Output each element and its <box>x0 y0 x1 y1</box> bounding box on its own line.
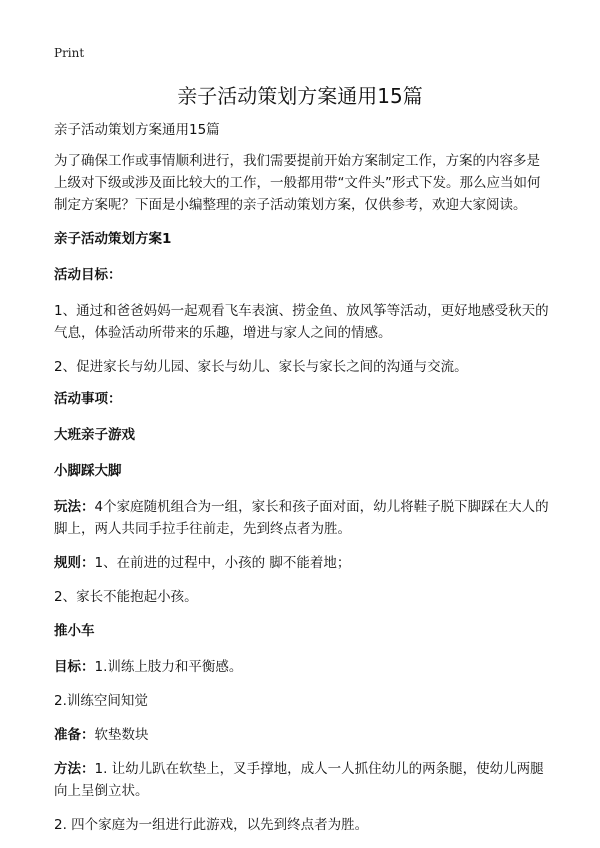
game1-play <box>54 496 550 540</box>
game2-goal-label: 目标： <box>54 659 95 675</box>
subtitle: 亲子活动策划方案通用15篇 <box>54 122 220 138</box>
game1-name: 小脚踩大脚 <box>54 463 122 479</box>
game1-rule-2: 2、家长不能抱起小孩。 <box>54 589 198 605</box>
game2-name: 推小车 <box>54 623 95 639</box>
game1-rule-1-text: 1、在前进的过程中，小孩的 脚不能着地； <box>94 555 351 571</box>
game2-method-label: 方法： <box>54 761 95 777</box>
game1-play-text: 4个家庭随机组合为一组，家长和孩子面对面，幼儿将鞋子脱下脚踩在大人的脚上，两人共同手拉手往前走，先到终点者为胜。 <box>54 499 549 537</box>
article-body <box>54 121 550 848</box>
game2-goal-1 <box>54 656 550 678</box>
game2-prep <box>54 724 550 746</box>
game2-method-1-text: 1. 让幼儿趴在软垫上，叉手撑地，成人一人抓住幼儿的两条腿，使幼儿两腿向上呈倒立状。 <box>54 761 544 799</box>
goal-item-2: 2、促进家长与幼儿园、家长与幼儿、家长与家长之间的沟通与交流。 <box>54 359 468 375</box>
game1-rules-label: 规则： <box>54 555 95 571</box>
game2-method-2: 2. 四个家庭为一组进行此游戏，以先到终点者为胜。 <box>54 817 369 833</box>
goals-heading: 活动目标： <box>54 267 122 283</box>
goal-item-1: 1、通过和爸爸妈妈一起观看飞车表演、捞金鱼、放风筝等活动，更好地感受秋天的气息，体验活动所带来的乐趣，增进与家人之间的情感。 <box>54 303 549 341</box>
game2-goal-2: 2.训练空间知觉 <box>54 693 148 709</box>
game2-prep-text: 软垫数块 <box>94 727 149 743</box>
game1-rule-1 <box>54 552 550 574</box>
game2-goal-1-text: 1.训练上肢力和平衡感。 <box>94 659 243 675</box>
print-label: Print <box>54 46 85 60</box>
game2-method-1 <box>54 758 550 802</box>
items-heading: 活动事项： <box>54 391 122 407</box>
game-group-heading: 大班亲子游戏 <box>54 427 135 443</box>
game1-play-label: 玩法： <box>54 499 95 515</box>
game2-prep-label: 准备： <box>54 727 95 743</box>
section-heading: 亲子活动策划方案1 <box>54 231 172 247</box>
page-title: 亲子活动策划方案通用15篇 <box>177 84 423 108</box>
intro-paragraph: 为了确保工作或事情顺利进行，我们需要提前开始方案制定工作，方案的内容多是上级对下级或涉及面比较大的工作，一般都用带“文件头”形式下发。那么应当如何制定方案呢？下面是小编整理的亲子活动策划方案，仅供参考，欢迎大家阅读。 <box>54 153 541 213</box>
